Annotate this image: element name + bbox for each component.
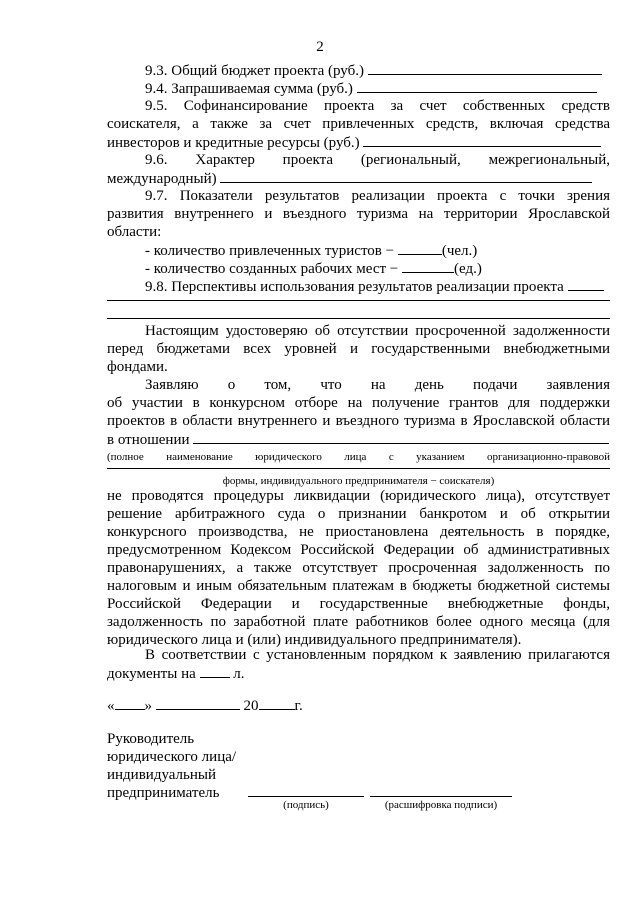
indicators-line-3: области: (107, 224, 162, 240)
year-prefix: 20 (243, 698, 259, 714)
declare-body-line: конкурсного производства, не приостановлена деятельность в порядке, (107, 524, 610, 540)
signature-decode-caption: (расшифровка подписи) (384, 799, 498, 811)
applicant-caption-1: (полное наименование юридического лица с указанием организационно-правовой (107, 451, 610, 463)
signature-caption: (подпись) (283, 799, 329, 811)
page-number: 2 (316, 39, 324, 55)
date-row (107, 696, 610, 715)
declare-body-line: не проводятся процедуры ликвидации (юридического лица), отсутствует (107, 488, 610, 504)
year-field[interactable] (259, 696, 295, 710)
year-suffix: г. (294, 698, 303, 714)
declare-line-1: Заявляю о том, что на день подачи заявления (145, 377, 610, 393)
role-line-1: Руководитель (107, 731, 195, 747)
applicant-name-field-2[interactable] (107, 468, 610, 469)
cofin-line-1: 9.5. Софинансирование проекта за счет собственных средств (145, 98, 610, 114)
declare-subject-row (107, 430, 610, 449)
prospects-line-3[interactable] (107, 318, 610, 319)
nature-label: международный) (107, 171, 217, 187)
indicators-line-1: 9.7. Показатели результатов реализации проекта с точки зрения (145, 188, 610, 204)
pages-count-field[interactable] (200, 664, 230, 678)
role-line-2: юридического лица/ (107, 749, 237, 765)
declare-line-2: об участии в конкурсном отборе на получение грантов для поддержки (107, 395, 610, 411)
role-line-4: предприниматель (107, 785, 220, 801)
attach-row (107, 664, 610, 683)
prospects-row (107, 277, 610, 296)
requested-field[interactable] (357, 79, 597, 93)
attach-prefix: документы на (107, 666, 196, 682)
prospects-line-2[interactable] (107, 300, 610, 301)
prospects-label: 9.8. Перспективы использования результатов реализации проекта (145, 279, 564, 295)
declare-line-3: проектов в области внутреннего и въездного туризма в Ярославской области (107, 413, 610, 429)
declare-body-line: Российской Федерации и государственные внебюджетные фонды, (107, 596, 610, 612)
jobs-field[interactable] (402, 259, 454, 273)
role-line-3: индивидуальный (107, 767, 217, 783)
cofin-label: инвесторов и кредитные ресурсы (руб.) (107, 135, 360, 151)
budget-field[interactable] (368, 61, 602, 75)
declare-body-line: предусмотренном Кодексом Российской Федерации об административных (107, 542, 610, 558)
declare-body-line: правонарушениях, а также отсутствует просроченная задолженность по (107, 560, 610, 576)
cofin-field[interactable] (363, 133, 601, 147)
certify-line-2: перед бюджетами всех уровней и государственными внебюджетными (107, 341, 610, 357)
nature-field[interactable] (220, 169, 592, 183)
tourists-unit: (чел.) (441, 243, 478, 259)
date-close-quote: » (144, 698, 152, 714)
declare-body-line: решение арбитражного суда о признании банкротом и об открытии (107, 506, 610, 522)
requested-label: 9.4. Запрашиваемая сумма (руб.) (145, 81, 353, 97)
declare-body-line: налоговым и иным обязательным платежам в бюджеты бюджетной системы (107, 578, 610, 594)
attach-line-1: В соответствии с установленным порядком к заявлению прилагаются (145, 647, 610, 663)
tourists-label: - количество привлеченных туристов − (145, 243, 395, 259)
indicators-line-2: развития внутреннего и въездного туризма на территории Ярославской (107, 206, 610, 222)
budget-row (107, 61, 610, 80)
applicant-name-field[interactable] (193, 430, 609, 444)
signature-field[interactable] (248, 796, 364, 797)
declare-body-line: задолженность по заработной плате работников более одного месяца (для (107, 614, 610, 630)
requested-row (107, 79, 610, 98)
day-field[interactable] (115, 696, 145, 710)
jobs-row (107, 259, 610, 278)
cofin-row (107, 133, 610, 152)
declare-subject-label: в отношении (107, 432, 190, 448)
nature-row (107, 169, 610, 188)
attach-suffix: л. (233, 666, 245, 682)
jobs-label: - количество созданных рабочих мест − (145, 261, 399, 277)
date-open-quote: « (107, 698, 115, 714)
jobs-unit: (ед.) (454, 261, 482, 277)
certify-line-1: Настоящим удостоверяю об отсутствии просроченной задолженности (145, 323, 610, 339)
cofin-line-2: соискателя, а также за счет привлеченных средств, включая средства (107, 116, 610, 132)
month-field[interactable] (156, 696, 240, 710)
declare-body-line: юридического лица и (или) индивидуального предпринимателя). (107, 632, 522, 648)
prospects-field[interactable] (568, 277, 604, 291)
nature-line-1: 9.6. Характер проекта (региональный, межрегиональный, (145, 152, 610, 168)
applicant-caption-2: формы, индивидуального предпринимателя − соискателя) (222, 475, 495, 487)
tourists-row (107, 241, 610, 260)
tourists-field[interactable] (398, 241, 442, 255)
budget-label: 9.3. Общий бюджет проекта (руб.) (145, 63, 364, 79)
certify-line-3: фондами. (107, 359, 168, 375)
signature-decode-field[interactable] (370, 796, 512, 797)
